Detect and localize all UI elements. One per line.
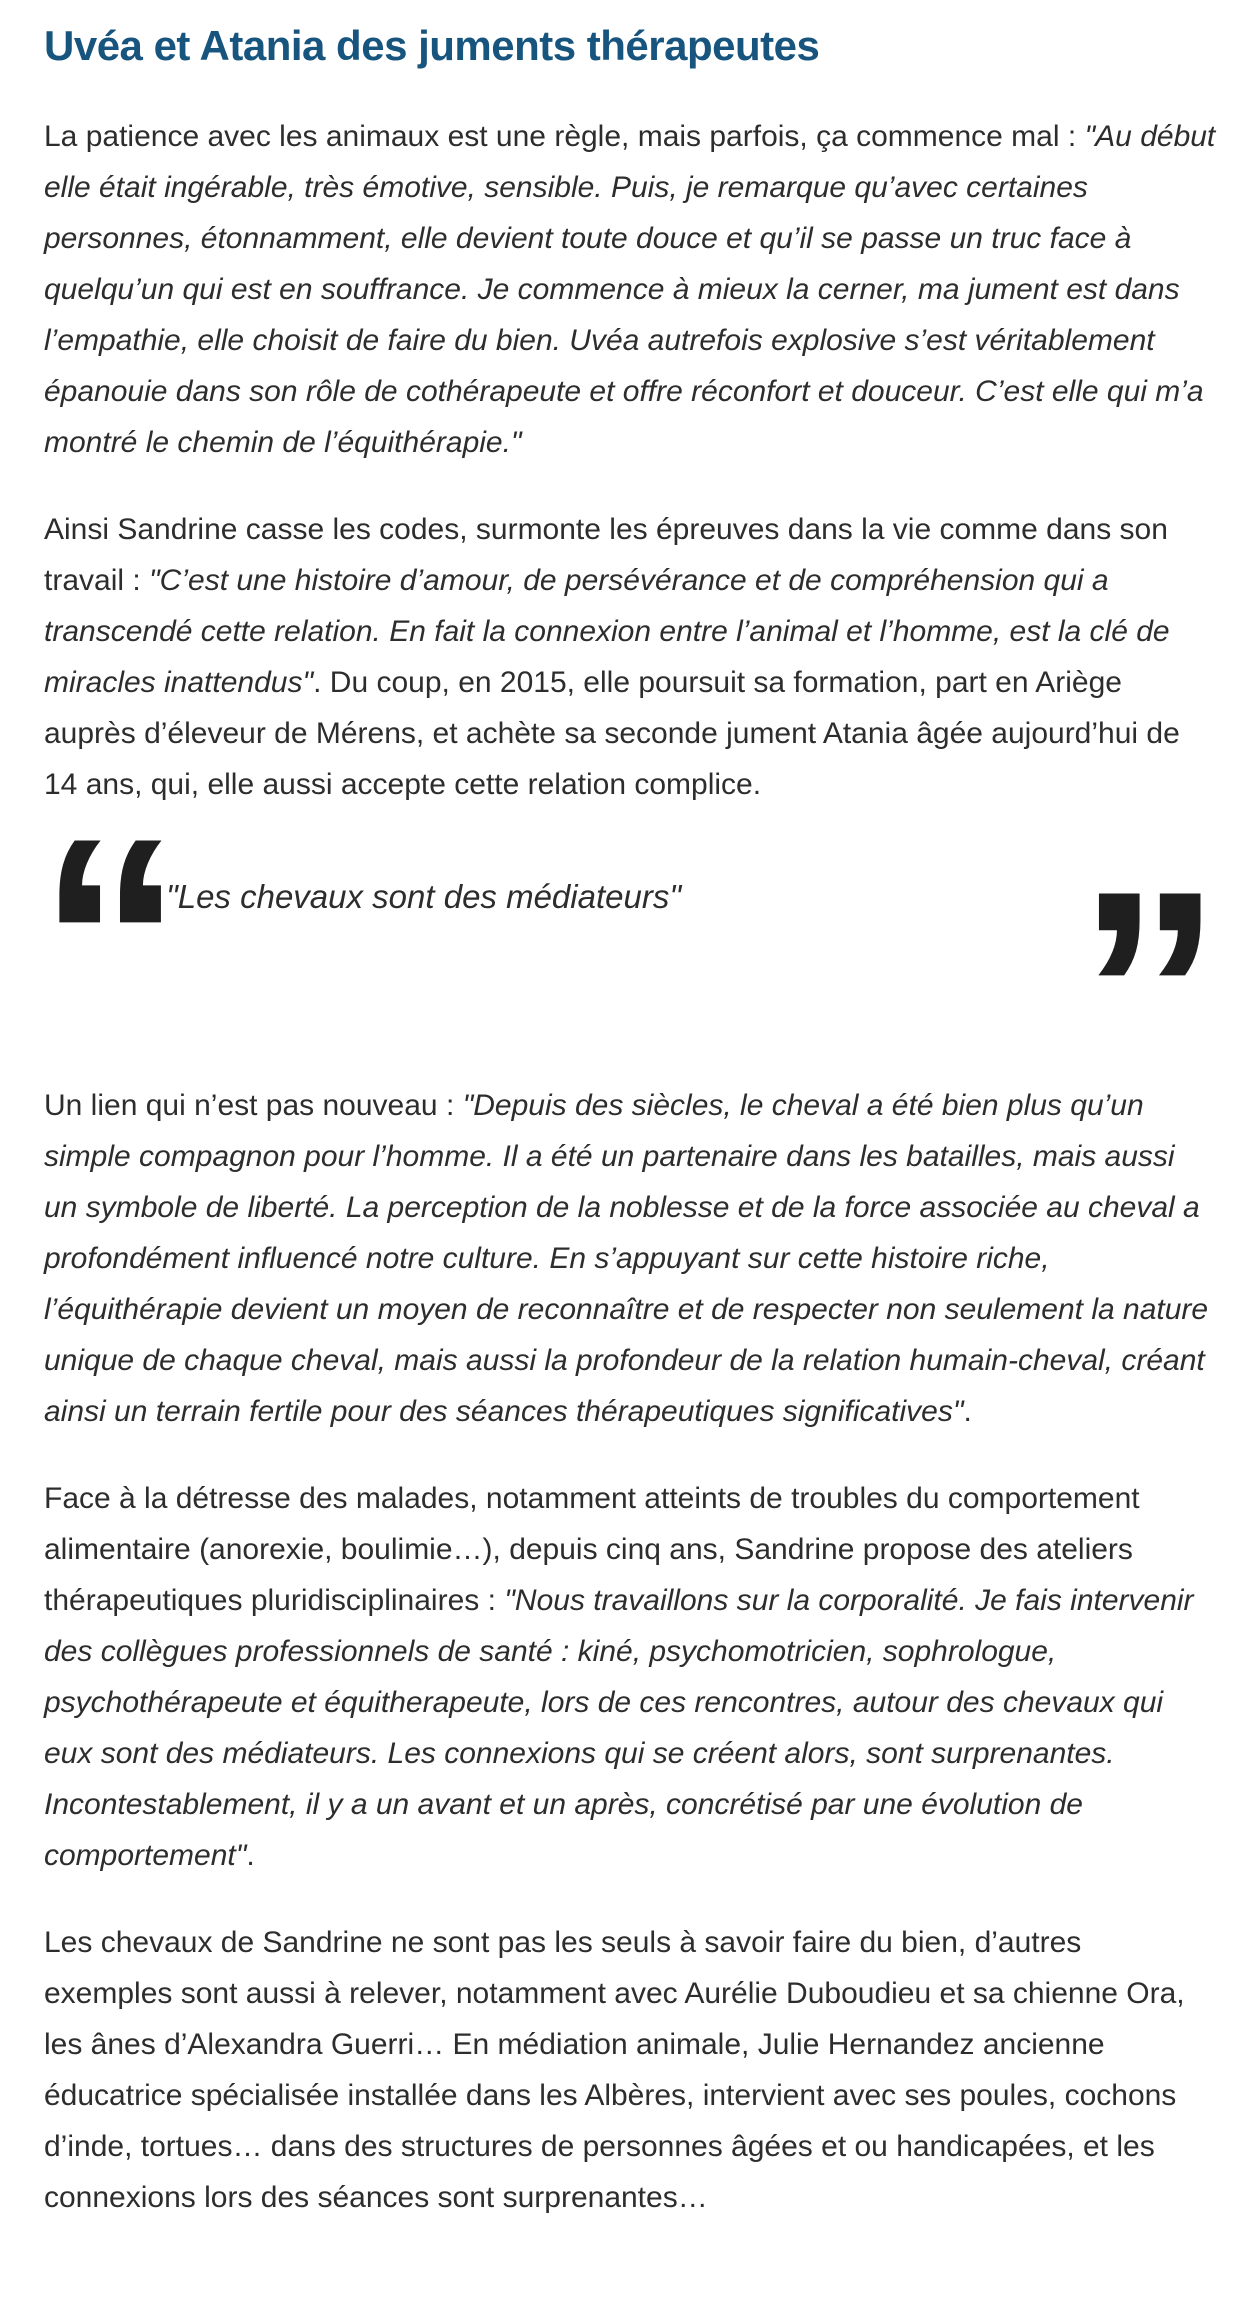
article-paragraph [44, 1080, 1216, 1437]
paragraph-quote-run: "Au début elle était ingérable, très émotive, sensible. Puis, je remarque qu’avec certaines personnes, étonnamment, elle devient toute douce et qu’il se passe un truc face à quelqu’un qui est en souffrance. Je commence à mieux la cerner, ma jument est dans l’empathie, elle choisit de faire du bien. Uvéa autrefois explosive s’est véritablement épanouie dans son rôle de cothérapeute et offre réconfort et douceur. C’est elle qui m’a montré le chemin de l’équithérapie." [44, 119, 1216, 459]
close-quote-icon: ” [1077, 830, 1222, 1155]
paragraph-text-run: . [963, 1394, 972, 1428]
article-paragraph [44, 1473, 1216, 1881]
paragraph-quote-run: "Nous travaillons sur la corporalité. Je fais intervenir des collègues professionnels de santé : kiné, psychomotricien, sophrologue, psychothérapeute et équitherapeute, lors de ces rencontres, autour des chevaux qui eux sont des médiateurs. Les connexions qui se créent alors, sont surprenantes. Incontestablement, il y a un avant et un après, concrétisé par une évolution de comportement" [44, 1583, 1194, 1872]
paragraph-text-run: Un lien qui n’est pas nouveau : [44, 1088, 463, 1122]
paragraph-text-run: . Du coup, en 2015, elle poursuit sa formation, part en Ariège auprès d’éleveur de Mérens, et achète sa seconde jument Atania âgée aujourd’hui de 14 ans, qui, elle aussi accepte cette relation complice. [44, 665, 1180, 801]
open-quote-icon: “ [38, 777, 183, 1102]
paragraph-text-run: Ainsi Sandrine casse les codes, surmonte les épreuves dans la vie comme dans son travail : [44, 512, 1168, 597]
article-title: Uvéa et Atania des juments thérapeutes [44, 22, 820, 69]
paragraph-text-run: Les chevaux de Sandrine ne sont pas les seuls à savoir faire du bien, d’autres exemples sont aussi à relever, notamment avec Aurélie Duboudieu et sa chienne Ora, les ânes d’Alexandra Guerri… En médiation animale, Julie Hernandez ancienne éducatrice spécialisée installée dans les Albères, intervient avec ses poules, cochons d’inde, tortues… dans des structures de personnes âgées et ou handicapées, et les connexions lors des séances sont surprenantes… [44, 1925, 1185, 2214]
paragraph-text-run: La patience avec les animaux est une règle, mais parfois, ça commence mal : [44, 119, 1085, 153]
article-paragraph [44, 1917, 1216, 2223]
pull-quote-text: "Les chevaux sont des médiateurs" [166, 877, 682, 915]
article-body [38, 111, 1222, 2223]
paragraph-quote-run: "Depuis des siècles, le cheval a été bien plus qu’un simple compagnon pour l’homme. Il a été un partenaire dans les batailles, mais aussi un symbole de liberté. La perception de la noblesse et de la force associée au cheval a profondément influencé notre culture. En s’appuyant sur cette histoire riche, l’équithérapie devient un moyen de reconnaître et de respecter non seulement la nature unique de chaque cheval, mais aussi la profondeur de la relation humain-cheval, créant ainsi un terrain fertile pour des séances thérapeutiques significatives" [44, 1088, 1209, 1428]
paragraph-text-run: Face à la détresse des malades, notamment atteints de troubles du comportement alimentaire (anorexie, boulimie…), depuis cinq ans, Sandrine propose des ateliers thérapeutiques pluridisciplinaires : [44, 1481, 1140, 1617]
article-paragraph [44, 111, 1216, 468]
paragraph-quote-run: "C’est une histoire d’amour, de persévérance et de compréhension qui a transcendé cette relation. En fait la connexion entre l’animal et l’homme, est la clé de miracles inattendus" [44, 563, 1170, 699]
paragraph-text-run: . [246, 1838, 255, 1872]
article-paragraph [44, 504, 1216, 810]
